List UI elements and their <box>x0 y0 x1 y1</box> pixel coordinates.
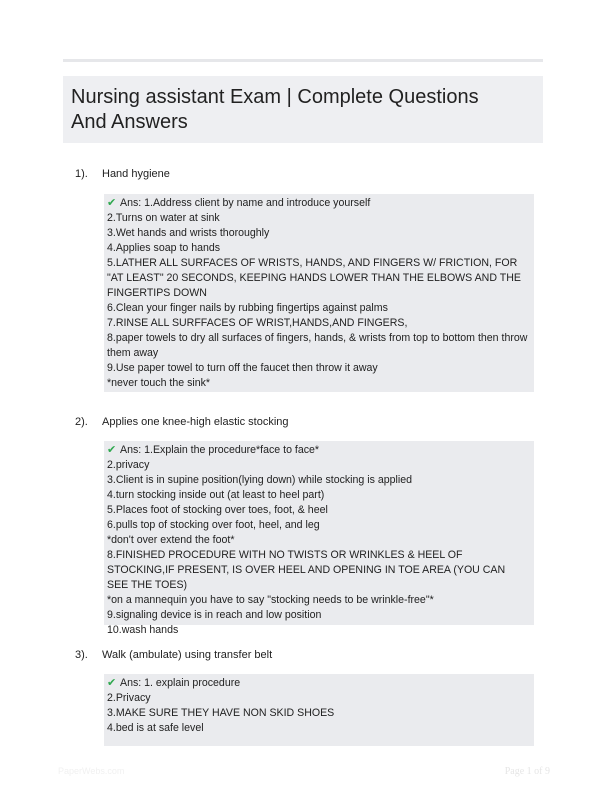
page-title: Nursing assistant Exam | Complete Questions And Answers <box>71 86 479 133</box>
question-3 <box>75 648 535 734</box>
answer-line: *don't over extend the foot* <box>107 534 235 546</box>
answer-line: 4.Applies soap to hands <box>107 242 221 254</box>
answer-line: 5.LATHER ALL SURFACES OF WRISTS, HANDS, AND FINGERS W/ FRICTION, FOR "AT LEAST" 20 SECONDS, KEEPING HANDS LOWER THAN THE ELBOWS AND THE FINGERTIPS DOWN <box>107 257 521 299</box>
question-number: 2). <box>75 416 88 428</box>
question-number: 1). <box>75 168 88 180</box>
answer-line: 5.Places foot of stocking over toes, foot, & heel <box>107 504 328 516</box>
answer-line: *on a mannequin you have to say "stocking needs to be wrinkle-free"* <box>107 594 434 606</box>
answer-line: 6.pulls top of stocking over foot, heel, and leg <box>107 519 320 531</box>
answer-line: 9.signaling device is in reach and low position <box>107 609 322 621</box>
answer-line: 2.privacy <box>107 459 150 471</box>
question-header <box>75 415 535 430</box>
question-text: Walk (ambulate) using transfer belt <box>102 649 273 661</box>
check-icon: ✔ <box>107 444 117 456</box>
question-2 <box>75 415 535 636</box>
answer-line: *never touch the sink* <box>107 377 211 389</box>
answer-line: 4.bed is at safe level <box>107 722 204 734</box>
answer-line: 3.MAKE SURE THEY HAVE NON SKID SHOES <box>107 707 335 719</box>
answer-line: ✔ Ans: 1.Address client by name and introduce yourself <box>107 197 371 209</box>
question-text: Applies one knee-high elastic stocking <box>102 416 289 428</box>
answer-box <box>104 674 534 746</box>
question-1 <box>75 167 535 389</box>
answer-line: 10.wash hands <box>107 624 179 636</box>
answer-line: 3.Wet hands and wrists thoroughly <box>107 227 270 239</box>
check-icon: ✔ <box>107 197 117 209</box>
question-text: Hand hygiene <box>102 168 170 180</box>
title-banner <box>63 76 543 143</box>
answer-line: 8.FINISHED PROCEDURE WITH NO TWISTS OR WRINKLES & HEEL OF STOCKING,IF PRESENT, IS OVER HEEL AND OPENING IN TOE AREA (YOU CAN SEE THE TOES) <box>107 549 506 591</box>
answer-box <box>104 194 534 392</box>
question-number: 3). <box>75 649 88 661</box>
answer-line: 2.Privacy <box>107 692 151 704</box>
check-icon: ✔ <box>107 677 117 689</box>
answer-line: 3.Client is in supine position(lying down) while stocking is applied <box>107 474 413 486</box>
answer-line: 6.Clean your finger nails by rubbing fingertips against palms <box>107 302 388 314</box>
answer-line: 2.Turns on water at sink <box>107 212 220 224</box>
page-indicator: Page 1 of 9 <box>504 766 550 777</box>
question-header <box>75 167 535 182</box>
answer-box <box>104 441 534 636</box>
answer-line: 7.RINSE ALL SURFFACES OF WRIST,HANDS,AND FINGERS, <box>107 317 408 329</box>
answer-line: 9.Use paper towel to turn off the faucet then throw it away <box>107 362 378 374</box>
answer-line: ✔ Ans: 1.Explain the procedure*face to face* <box>107 444 320 456</box>
footer-watermark: PaperWebs.com <box>58 766 125 776</box>
top-divider <box>63 59 543 62</box>
question-header <box>75 648 535 663</box>
answer-line: ✔ Ans: 1. explain procedure <box>107 677 241 689</box>
answer-line: 4.turn stocking inside out (at least to heel part) <box>107 489 325 501</box>
answer-line: 8.paper towels to dry all surfaces of fingers, hands, & wrists from top to bottom then throw them away <box>107 332 528 359</box>
